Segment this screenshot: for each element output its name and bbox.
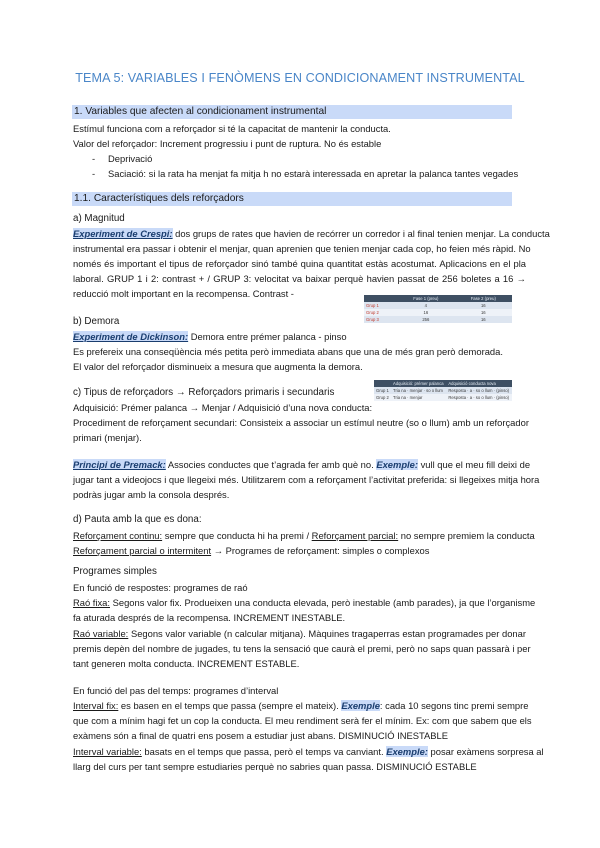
paragraph-line: En funció de respostes: programes de raó (73, 582, 248, 593)
paragraph-line: primari (menjar). (73, 432, 142, 443)
table-row (364, 302, 512, 309)
paragraph-line: El valor del reforçador disminueix a mesura que augmenta la demora. (73, 361, 363, 372)
paragraph-line: fa aturada després de la recompensa. INCREMENT INESTABLE. (73, 612, 346, 623)
programes-simples-title: Programes simples (73, 566, 157, 577)
table-row (374, 394, 512, 401)
paragraph-line (73, 700, 529, 712)
table-header-cell: Adquisició conducta nova (446, 380, 512, 387)
table-cell: 4 (397, 302, 454, 309)
paragraph-line: tant generen molta conducta. INCREMENT ESTABLE. (73, 658, 300, 669)
table-cell: Tria na · menjar · so o llum (391, 387, 446, 394)
paragraph-line: podràs jugar amb la consola després. (73, 489, 230, 500)
table-cell: Grup 1 (374, 387, 391, 394)
table-cell: Grup 2 (364, 309, 397, 316)
paragraph-line: Estímul funciona com a reforçador si té la capacitat de mantenir la conducta. (73, 123, 391, 134)
subsection-title-magnitud: a) Magnitud (73, 213, 125, 224)
principle-label: Principi de Premack: (73, 459, 166, 470)
paragraph-line: només és important el tipus de reforçador sinó també quina quantitat estàs acostumat. Aplicacions en el pla (73, 258, 526, 269)
line-text: Associes conductes que t’agrada fer amb què no. (165, 459, 377, 470)
line-text: es basen en el temps que passa (sempre el mateix). (118, 700, 342, 711)
table-cell: Grup 3 (364, 316, 397, 323)
table-row (374, 387, 512, 394)
line-text: posar exàmens sorpresa al (427, 746, 544, 757)
paragraph-line: En funció del pas del temps: programes d’interval (73, 685, 279, 696)
paragraph-line: llarg del curs per tant sempre estudiaries perquè no sabries quan passa. DISMINUCIÓ ESTABLE (73, 761, 477, 772)
line-text: Demora entre prémer palanca - pinso (188, 331, 347, 342)
paragraph-line (73, 530, 535, 542)
line-text: Segons valor fix. Produeixen una conducta elevada, però inestable (amb parades), ja que l’organisme (110, 597, 536, 608)
experiment-label: Experiment de Crespi: (73, 228, 173, 239)
table-cell: Grup 2 (374, 394, 391, 401)
list-item-text: Saciació: si la rata ha menjat fa mitja h no estarà interessada en apretar la palanca tantes vegades (108, 168, 519, 179)
table-header-cell (374, 380, 391, 387)
example-label: Exemple: (376, 459, 418, 470)
paragraph-line: reducció molt important en la recompensa. Contrast - (73, 288, 294, 299)
example-label: Exemple: (386, 746, 428, 757)
paragraph-line: que com a mínim hagi fet un cop la conducta. El meu rendiment serà fer el mínim. Ex: com que sabem que els (73, 715, 532, 726)
line-text: dos grups de rates que havien de recórrer un corredor i al final tenien menjar. La conducta (172, 228, 550, 239)
table-header-cell: Fase 2 (preu) (455, 295, 512, 302)
table-cell: 16 (455, 309, 512, 316)
paragraph-line (73, 228, 550, 240)
paragraph-line (73, 628, 526, 640)
line-text: basats en el temps que passa, però el temps va canviant. (141, 746, 387, 757)
line-text: vull que el meu fill deixi de (418, 459, 531, 470)
bullet-dash: - (92, 168, 96, 179)
line-text: no sempre premiem la conducta (398, 530, 535, 541)
subsection-title-demora: b) Demora (73, 316, 120, 327)
table-cell: Grup 1 (364, 302, 397, 309)
paragraph-line (73, 459, 531, 471)
table-cell: Tria na · menjar (391, 394, 446, 401)
paragraph-line (73, 545, 429, 557)
table-header-cell: Adquisició: prémer palanca (391, 380, 446, 387)
experiment-label: Experiment de Dickinson: (73, 331, 189, 342)
table-cell: 16 (455, 316, 512, 323)
section-heading-1-1: 1.1. Característiques dels reforçadors (72, 192, 512, 206)
paragraph-line: exàmens són a final de quatri ens posem a estudiar just abans. DISMINUCIÓ INESTABLE (73, 730, 448, 741)
paragraph-line (73, 746, 544, 758)
table-row (364, 309, 512, 316)
line-text: → Programes de reforçament: simples o complexos (211, 545, 430, 556)
paragraph-line: Adquisició: Prémer palanca → Menjar / Adquisició d’una nova conducta: (73, 402, 373, 413)
paragraph-line: laboral. GRUP 1 i 2: contrast + / GRUP 3: velocitat va baixar perquè havien passat de 256 boletes a 16 → (73, 273, 526, 284)
list-item-saciacio (92, 168, 518, 180)
example-label: Exemple (341, 700, 380, 711)
subsection-title-pauta: d) Pauta amb la que es dona: (73, 514, 202, 525)
list-item-text: Deprivació (108, 153, 153, 164)
table-header-cell (364, 295, 397, 302)
paragraph-line: instrumental era passar i obtenir el menjar, quan aprenien que tenien menjar cada cop, ho feien més ràpid. No (73, 243, 531, 254)
paragraph-line (73, 597, 536, 609)
term-label: Reforçament continu: (73, 530, 163, 541)
paragraph-line (73, 331, 347, 343)
crespi-results-table (364, 295, 512, 323)
line-text: Segons valor variable (n calcular mitjana). Màquines tragaperras estan programades per donar (128, 628, 526, 639)
document-title: TEMA 5: VARIABLES I FENÒMENS EN CONDICIONAMENT INSTRUMENTAL (75, 71, 525, 85)
bullet-dash: - (92, 153, 96, 164)
table-row (364, 316, 512, 323)
section-heading-1: 1. Variables que afecten al condicionament instrumental (72, 105, 512, 119)
paragraph-line: premis depèn del nombre de jugades, tu tens la sensació que caurà el premi, però no saps quan passarà i per (73, 643, 531, 654)
term-label: Reforçament parcial o intermitent (73, 545, 212, 556)
table-cell: 16 (455, 302, 512, 309)
table-cell: Resposta · a · so o llum · (pinso) (446, 387, 512, 394)
subsection-title-tipus: c) Tipus de reforçadors → Reforçadors primaris i secundaris (73, 387, 335, 398)
line-text: : cada 10 segons tinc premi sempre (379, 700, 529, 711)
paragraph-line: Valor del reforçador: Increment progressiu i punt de ruptura. No és estable (73, 138, 382, 149)
paragraph-line: Procediment de reforçament secundari: Consisteix a associar un estímul neutre (so o llum) amb un reforçador (73, 417, 529, 428)
paragraph-line: Es prefereix una conseqüència més petita però immediata abans que una de més gran però demorada. (73, 346, 503, 357)
term-label: Interval fix: (73, 700, 119, 711)
list-item-deprivacio (92, 153, 152, 165)
table-cell: 256 (397, 316, 454, 323)
term-label: Raó variable: (73, 628, 129, 639)
table-header-cell: Fase 1 (preu) (397, 295, 454, 302)
reinforcer-types-table (374, 380, 512, 401)
paragraph-line: jugar tant a videojocs i que llegeixi més. Utilitzarem com a reforçament l’activitat preferida: si llegeixes mitja hora (73, 474, 540, 485)
term-label: Reforçament parcial: (311, 530, 399, 541)
table-cell: 16 (397, 309, 454, 316)
term-label: Raó fixa: (73, 597, 110, 608)
line-text: sempre que conducta hi ha premi / (162, 530, 312, 541)
term-label: Interval variable: (73, 746, 142, 757)
table-cell: Resposta · a · so o llum · (pinso) (446, 394, 512, 401)
